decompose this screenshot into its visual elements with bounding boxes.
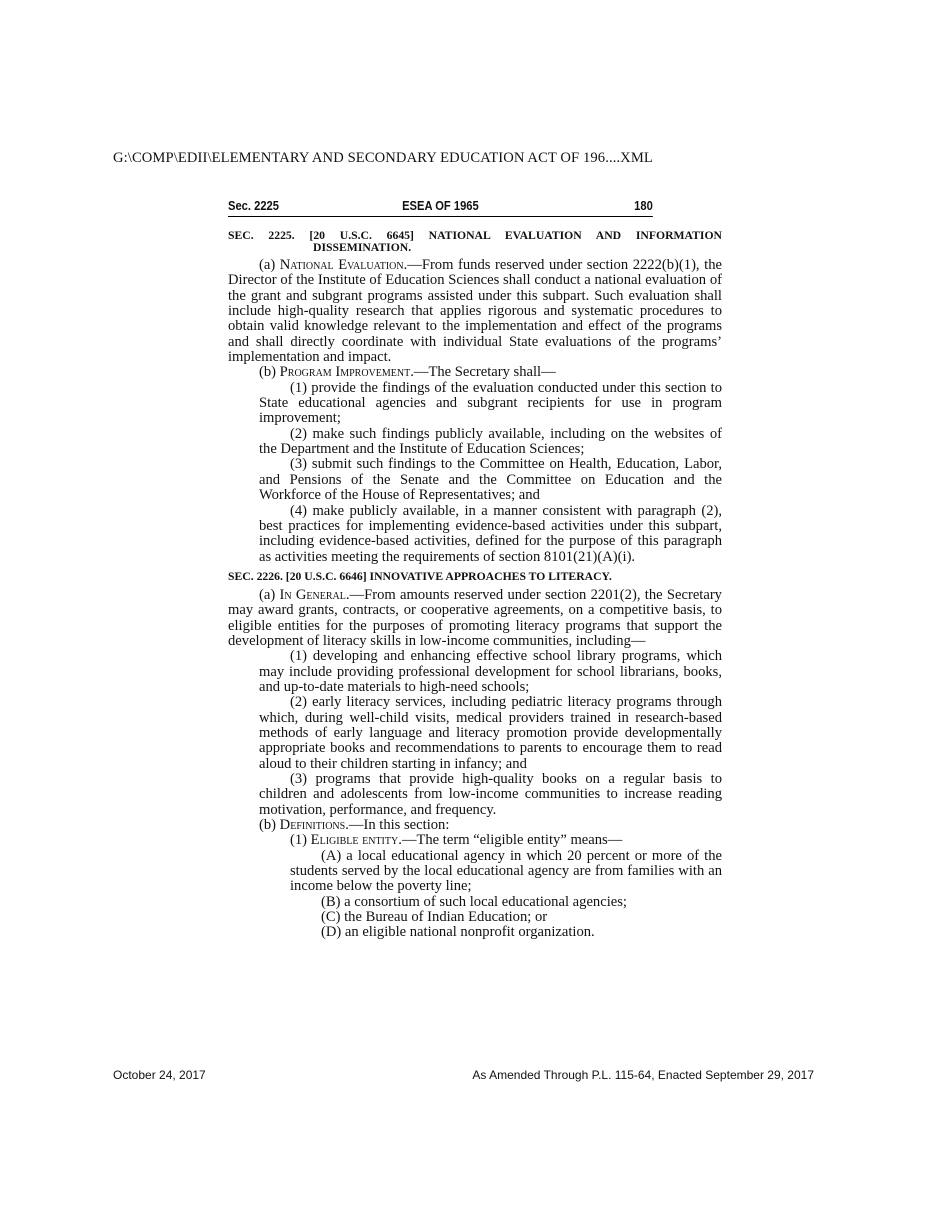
section-2226-heading: SEC. 2226. [20 U.S.C. 6646] INNOVATIVE APPROACHES TO LITERACY. [228, 569, 612, 583]
section-2226-b: (b) Definitions.—In this section: [259, 817, 450, 834]
section-2226-a: (a) In General.—From amounts reserved under section 2201(2), the Secretary may award grants, contracts, or cooperative agreements, on a competitive basis, to eligible entities for the purposes of promoting literacy programs that support the development of literacy skills in low-income communities, including— [228, 586, 722, 649]
file-path: G:\COMP\EDII\ELEMENTARY AND SECONDARY EDUCATION ACT OF 196....XML [113, 150, 653, 166]
section-2225-b: (b) Program Improvement.—The Secretary shall— [259, 364, 556, 381]
paragraph-item: (3) submit such findings to the Committee on Health, Education, Labor, and Pensions of the Senate and the Committee on Education and the Workforce of the House of Representatives; and [259, 456, 722, 504]
paragraph-item: (4) make publicly available, in a manner consistent with paragraph (2), best practices for implementing evidence-based activities under this subpart, including evidence-based activities, defined for the purpose of this paragraph as activities meeting the requirements of section 8101(21)(A)(i). [259, 502, 722, 565]
subparagraph-item: (C) the Bureau of Indian Education; or [321, 909, 548, 926]
subparagraph-item: (D) an eligible national nonprofit organization. [321, 924, 595, 941]
footer-amended: As Amended Through P.L. 115-64, Enacted September 29, 2017 [472, 1068, 814, 1082]
section-2225-a: (a) National Evaluation.—From funds reserved under section 2222(b)(1), the Director of the Institute of Education Sciences shall conduct a national evaluation of the grant and subgrant programs assisted under this subpart. Such evaluation shall include high-quality research that applies rigorous and systematic procedures to obtain valid knowledge relevant to the implementation and effect of the programs and shall directly coordinate with individual State evaluations of the programs’ implementation and impact. [228, 257, 722, 366]
definition-eligible-entity: (1) Eligible entity.—The term “eligible entity” means— [290, 832, 623, 849]
subparagraph-item: (A) a local educational agency in which 20 percent or more of the students served by the local educational agency are from families with an income below the poverty line; [290, 847, 722, 895]
section-2225-heading: SEC. 2225. [20 U.S.C. 6645] NATIONAL EVALUATION AND INFORMATION DISSEMINATION. [228, 229, 722, 254]
paragraph-item: (1) provide the findings of the evaluation conducted under this section to State educational agencies and subgrant recipients for use in program improvement; [259, 379, 722, 427]
running-head-section: Sec. 2225 [228, 198, 279, 213]
document-body [228, 230, 722, 941]
page-number: 180 [634, 198, 653, 213]
footer-date: October 24, 2017 [113, 1068, 206, 1082]
paragraph-item: (1) developing and enhancing effective school library programs, which may include providing professional development for school librarians, books, and up-to-date materials to high-need schools; [259, 648, 722, 695]
paragraph-item: (2) make such findings publicly available, including on the websites of the Department and the Institute of Education Sciences; [259, 425, 722, 458]
paragraph-item: (3) programs that provide high-quality books on a regular basis to children and adolescents from low-income communities to increase reading motivation, performance, and frequency. [259, 771, 722, 818]
subparagraph-item: (B) a consortium of such local educational agencies; [321, 893, 627, 910]
running-head [228, 198, 653, 217]
running-head-title: ESEA OF 1965 [402, 198, 479, 213]
paragraph-item: (2) early literacy services, including pediatric literacy programs through which, during well-child visits, medical providers trained in research-based methods of early language and literacy promotion provide developmentally appropriate books and recommendations to parents to encourage them to read aloud to their children starting in infancy; and [259, 694, 722, 772]
